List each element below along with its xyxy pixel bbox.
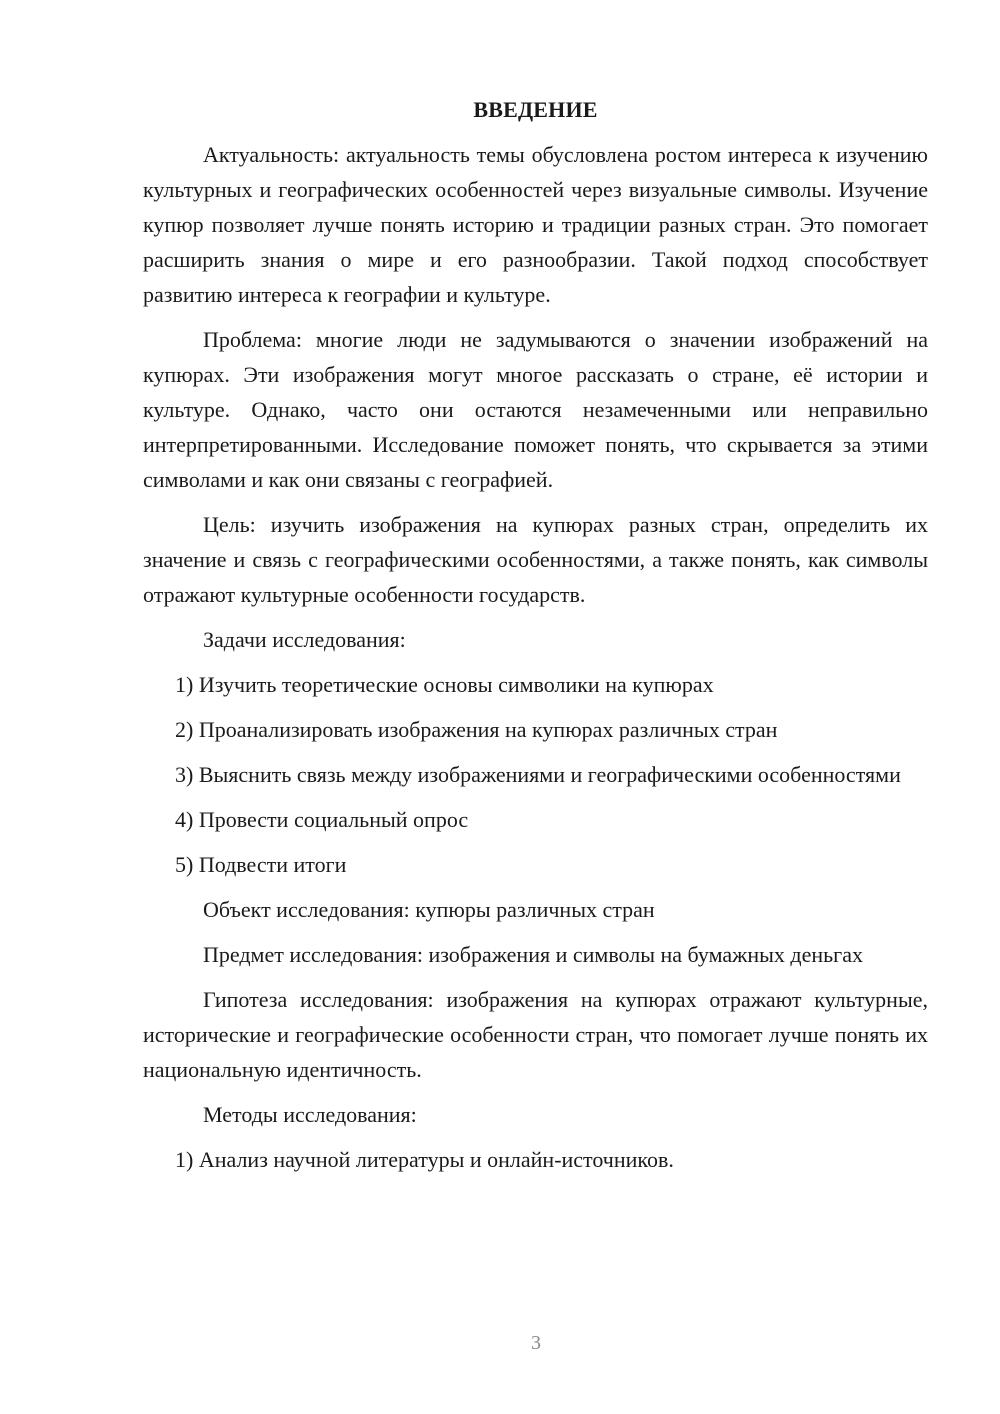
task-item: 5) Подвести итоги — [175, 852, 347, 877]
methods-label: Методы исследования: — [203, 1102, 417, 1127]
method-item: 1) Анализ научной литературы и онлайн-источников. — [175, 1147, 674, 1172]
task-item: 4) Провести социальный опрос — [175, 807, 469, 832]
problem-paragraph: Проблема: многие люди не задумываются о значении изображений на купюрах. Эти изображения могут многое рассказать о стране, её истории и культуре. Однако, часто они остаются незамеченными или неправильно интерпретированными. Исследование поможет понять, что скрывается за этими символами и как они связаны с географией. — [143, 327, 928, 492]
subject-paragraph: Предмет исследования: изображения и символы на бумажных деньгах — [203, 942, 863, 967]
section-heading: ВВЕДЕНИЕ — [473, 97, 598, 122]
actuality-paragraph: Актуальность: актуальность темы обусловлена ростом интереса к изучению культурных и географических особенностей через визуальные символы. Изучение купюр позволяет лучше понять историю и традиции разных стран. Это помогает расширить знания о мире и его разнообразии. Такой подход способствует развитию интереса к географии и культуре. — [143, 142, 928, 307]
task-item: 2) Проанализировать изображения на купюрах различных стран — [175, 717, 778, 742]
task-item: 1) Изучить теоретические основы символики на купюрах — [175, 672, 714, 697]
page-content — [143, 95, 928, 1187]
task-item: 3) Выяснить связь между изображениями и географическими особенностями — [175, 762, 901, 787]
page-number: 3 — [531, 1332, 541, 1354]
hypothesis-paragraph: Гипотеза исследования: изображения на купюрах отражают культурные, исторические и географические особенности стран, что помогает лучше понять их национальную идентичность. — [143, 987, 928, 1082]
object-paragraph: Объект исследования: купюры различных стран — [203, 897, 655, 922]
tasks-label: Задачи исследования: — [203, 627, 406, 652]
goal-paragraph: Цель: изучить изображения на купюрах разных стран, определить их значение и связь с географическими особенностями, а также понять, как символы отражают культурные особенности государств. — [143, 512, 928, 607]
